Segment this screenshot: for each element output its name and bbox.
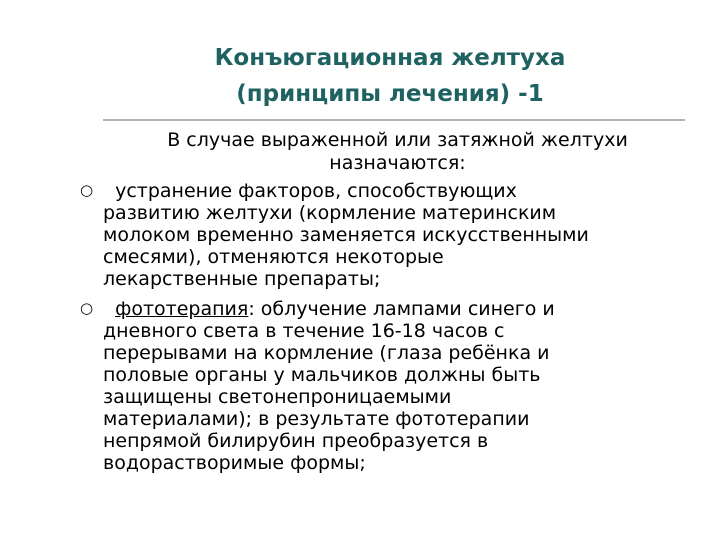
title-divider — [103, 119, 685, 121]
intro-line-1: В случае выраженной или затяжной желтухи — [167, 129, 628, 151]
bullet-1-line-1: устранение факторов, способствующих — [103, 180, 517, 202]
bullet-2-indent — [103, 298, 115, 320]
bullet-1-line-3: молоком временно заменяется искусственными — [103, 224, 589, 246]
bullet-2-line-7: непрямой билирубин преобразуется в — [103, 430, 489, 452]
bullet-2-line-4: половые органы у мальчиков должны быть — [103, 364, 541, 386]
bullet-2-line-2: дневного света в течение 16-18 часов с — [103, 320, 505, 342]
intro-text — [100, 129, 695, 175]
bullet-1-line-2: развитию желтухи (кормление материнским — [103, 202, 557, 224]
intro-line-2: назначаются: — [329, 152, 466, 174]
title-line-1: Конъюгационная желтуха — [214, 45, 566, 71]
bullet-1-line-4: смесями), отменяются некоторые — [103, 246, 444, 268]
bullet-2-line-3: перерывами на кормление (глаза ребёнка и — [103, 342, 550, 364]
bullet-2-line-1 — [103, 298, 703, 320]
title-line-2: (принципы лечения) -1 — [236, 81, 544, 107]
slide-title — [90, 40, 690, 112]
bullet-2-line-8: водорастворимые формы; — [103, 452, 366, 474]
phototherapy-link[interactable]: фототерапия — [115, 298, 249, 320]
bullet-item-1 — [103, 180, 703, 290]
bullet-1-line-5: лекарственные препараты; — [103, 268, 381, 290]
bullet-2-line-6: материалами); в результате фототерапии — [103, 408, 530, 430]
bullet-2-line-1-rest: : облучение лампами синего и — [248, 298, 555, 320]
bullet-circle-icon: ○ — [80, 181, 94, 199]
bullet-item-2 — [103, 298, 703, 474]
bullet-circle-icon: ○ — [80, 299, 94, 317]
bullet-2-line-5: защищены светонепроницаемыми — [103, 386, 452, 408]
